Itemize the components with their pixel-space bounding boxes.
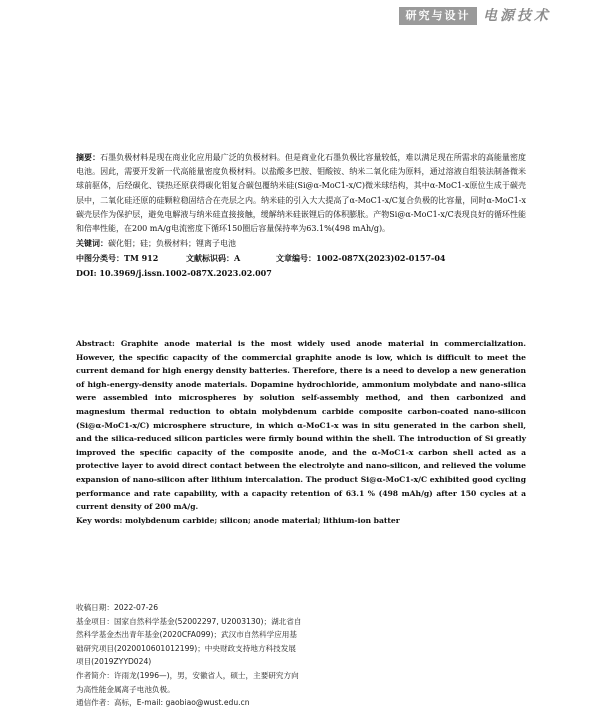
english-abstract-block: [76, 337, 526, 527]
chinese-abstract: [76, 150, 526, 236]
journal-brand: 电源技术: [483, 8, 551, 24]
english-keywords-label: Key words:: [76, 515, 123, 525]
chinese-abstract-text: 石墨负极材料是现在商业化应用最广泛的负极材料。但是商业化石墨负极比容量较低，难以满足现在所需求的高能量密度电池。因此，需要开发新一代高能量密度负极材料。以盐酸多巴胺、钼酸铵、纳米二氧化硅为原料，通过溶液自组装法制备微米球前驱体，后经碳化、镁热还原获得碳化钼复合碳包覆纳米硅(Si@α-MoC1-x/C)微米球结构，其中α-MoC1-x原位生成于碳壳层中，二氧化硅还原的硅颗粒稳固结合在壳层之内。纳米硅的引入大大提高了α-MoC1-x/C复合负极的比容量，同时α-MoC1-x碳壳层作为保护层，避免电解液与纳米硅直接接触，缓解纳米硅嵌锂后的体积膨胀。产物Si@α-MoC1-x/C表现良好的循环性能和倍率性能，在200 mA/g电流密度下循环150圈后容量保持率为63.1%(498 mAh/g)。: [76, 153, 526, 234]
section-label: 研究与设计: [399, 7, 477, 25]
footnote-block: [76, 601, 302, 710]
english-abstract-text: Graphite anode material is the most widely used anode material in commercialization. However, the specific capacity of the commercial graphite anode is low, which is difficult to meet the current demand for high energy density batteries. Therefore, there is a need to develop a new generation of high-energy-density anode materials. Dopamine hydrochloride, ammonium molybdate and nano-silica were assembled into microspheres by solution self-assembly method, and then carbonized and magnesium thermal reduction to obtain molybdenum carbide composite carbon-coated nano-silicon (Si@α-MoC1-x/C) microsphere structure, in which α-MoC1-x was in situ generated in the carbon shell, and the silica-reduced silicon particles were firmly bound within the shell. The introduction of Si greatly improved the specific capacity of the composite anode, and the α-MoC1-x carbon shell acted as a protective layer to avoid direct contact between the electrolyte and nano-silicon, and relieved the volume expansion of nano-silicon after lithium intercalation. The product Si@α-MoC1-x/C exhibited good cycling performance and rate capability, with a capacity retention of 63.1 % (498 mAh/g) after 150 cycles at a current density of 200 mA/g.: [76, 339, 526, 512]
chinese-keywords: [76, 236, 526, 251]
chinese-abstract-label: 摘要：: [76, 152, 101, 162]
chinese-abstract-block: [76, 150, 526, 280]
article-number: 文章编号：1002-087X(2023)02-0157-04: [276, 253, 446, 264]
received-date: 收稿日期：2022-07-26: [76, 603, 159, 612]
english-abstract: [76, 337, 526, 514]
doi: DOI: 10.3969/j.issn.1002-087X.2023.02.007: [76, 267, 272, 278]
english-abstract-label: Abstract:: [76, 339, 115, 348]
correspondence: 通信作者：高标，E-mail: gaobiao@wust.edu.cn: [76, 698, 250, 708]
english-keywords-text: molybdenum carbide; silicon; anode material; lithium-ion batter: [124, 515, 400, 525]
chinese-keywords-label: 关键词：: [76, 238, 108, 249]
chinese-keywords-text: 碳化钼；硅；负极材料；锂离子电池: [108, 239, 236, 249]
author-bio: 作者简介：许雨龙(1996—)，男，安徽省人，硕士，主要研究方向为高性能金属离子电池负极。: [76, 670, 299, 694]
classification-row: [76, 251, 526, 265]
running-header: [0, 0, 600, 30]
clc-number: 中图分类号：TM 912: [76, 253, 159, 264]
document-code: 文献标识码：A: [186, 253, 241, 264]
funding: 基金项目：国家自然科学基金(52002297, U2003130)；湖北省自然科学基金杰出青年基金(2020CFA099)；武汉市自然科学应用基础研究项目(2020010601012199)；中央财政支持地方科技发展项目(2019ZYYD024): [76, 616, 302, 667]
english-keywords: [76, 514, 526, 528]
